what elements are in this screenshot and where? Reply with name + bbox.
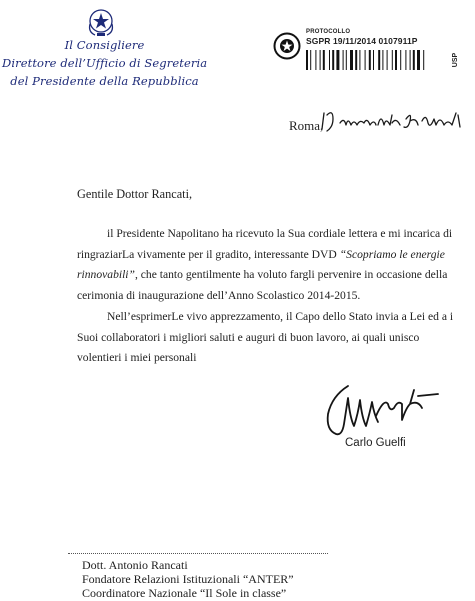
italian-republic-emblem-icon [86, 6, 116, 38]
recipient-role: Fondatore Relazioni Istituzionali “ANTER” [82, 572, 294, 586]
paragraph-2 [77, 307, 454, 369]
letterhead-institution: del Presidente della Repubblica [10, 74, 199, 88]
recipient-name: Dott. Antonio Rancati [82, 558, 188, 572]
dvd-title-part-2: rinnovabili” [77, 268, 135, 281]
letterhead-office: Direttore dell’Ufficio di Segreteria [2, 56, 208, 70]
paragraph-1-line-4: cerimonia di inaugurazione dell’Anno Scolastico 2014-2015. [77, 288, 361, 302]
dotted-divider [68, 553, 328, 554]
stamp-protocol-number: SGPR 19/11/2014 0107911P [306, 36, 418, 46]
barcode-icon [306, 50, 446, 70]
paragraph-2-line-2: Suoi collaboratori i migliori saluti e auguri di buon lavoro, ai quali unisco [77, 330, 420, 344]
dvd-title-part-1: “Scopriamo le energie [339, 247, 445, 261]
paragraph-1 [77, 224, 453, 306]
stamp-side-label: USP [451, 52, 459, 68]
letterhead-title: Il Consigliere [64, 38, 145, 52]
letter-place: Roma, [289, 118, 324, 133]
salutation: Gentile Dottor Rancati, [77, 187, 193, 201]
paragraph-1-line-2: ringraziarLa vivamente per il gradito, interessante DVD [77, 247, 340, 261]
paragraph-2-line-3: volentieri i miei personali [77, 351, 197, 364]
paragraph-2-line-1: Nell’esprimerLe vivo apprezzamento, il Capo dello Stato invia a Lei ed a i [107, 310, 454, 323]
stamp-label: PROTOCOLLO [306, 29, 351, 35]
signer-name: Carlo Guelfi [345, 437, 406, 449]
protocol-stamp [273, 28, 467, 72]
handwritten-date [318, 107, 468, 137]
paragraph-1-line-1: il Presidente Napolitano ha ricevuto la Sua cordiale lettera e mi incarica di [107, 227, 453, 240]
recipient-title: Coordinatore Nazionale “Il Sole in classe” [82, 586, 287, 600]
paragraph-1-line-3: , che tanto gentilmente ha voluto fargli pervenire in occasione della [134, 268, 448, 281]
stamp-seal-icon [273, 32, 301, 60]
